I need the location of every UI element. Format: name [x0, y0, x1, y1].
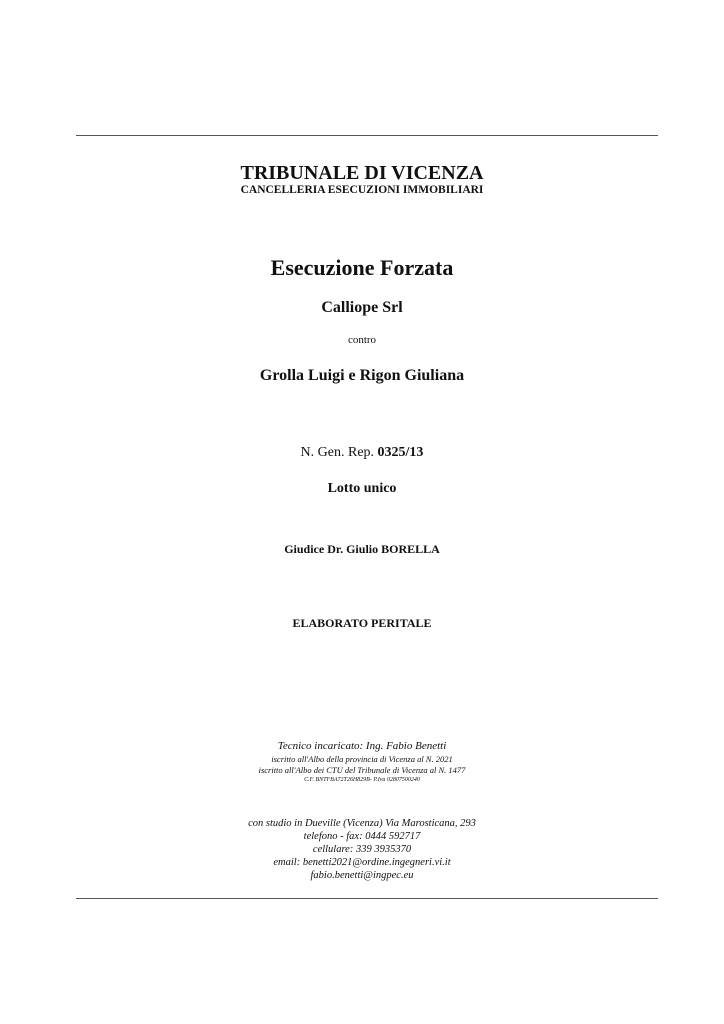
- phone-fax: telefono - fax: 0444 592717: [303, 831, 421, 842]
- court-office: CANCELLERIA ESECUZIONI IMMOBILIARI: [240, 184, 484, 196]
- versus-label: contro: [347, 334, 377, 346]
- mobile-number: cellulare: 339 3935370: [312, 844, 412, 855]
- technician-register-2: iscritto all'Albo dei CTU del Tribunale di Vicenza al N. 1477: [258, 765, 466, 775]
- bottom-rule: [76, 898, 658, 899]
- technician-appointed: Tecnico incaricato: Ing. Fabio Benetti: [277, 740, 447, 752]
- top-rule: [76, 135, 658, 136]
- registry-number: [0, 444, 724, 461]
- email-address: email: benetti2021@ordine.ingegneri.vi.it: [273, 857, 451, 868]
- technician-tax-ids: C.F. BNTFBA72T26H829B- P.Iva 02807500240: [304, 777, 420, 783]
- procedure-type: Esecuzione Forzata: [270, 255, 454, 280]
- lot-label: Lotto unico: [327, 481, 397, 496]
- court-title: TRIBUNALE DI VICENZA: [240, 162, 484, 184]
- judge-name: Giudice Dr. Giulio BORELLA: [284, 542, 440, 556]
- technician-register-1: iscritto all'Albo della provincia di Vicenza al N. 2021: [271, 754, 453, 764]
- report-title: ELABORATO PERITALE: [292, 616, 432, 630]
- registry-prefix: N. Gen. Rep.: [300, 445, 375, 460]
- debtor-names: Grolla Luigi e Rigon Giuliana: [259, 367, 465, 384]
- creditor-name: Calliope Srl: [321, 299, 403, 316]
- registry-value: 0325/13: [377, 445, 424, 460]
- pec-address: fabio.benetti@ingpec.eu: [310, 870, 414, 881]
- studio-address: con studio in Dueville (Vicenza) Via Marosticana, 293: [248, 818, 476, 829]
